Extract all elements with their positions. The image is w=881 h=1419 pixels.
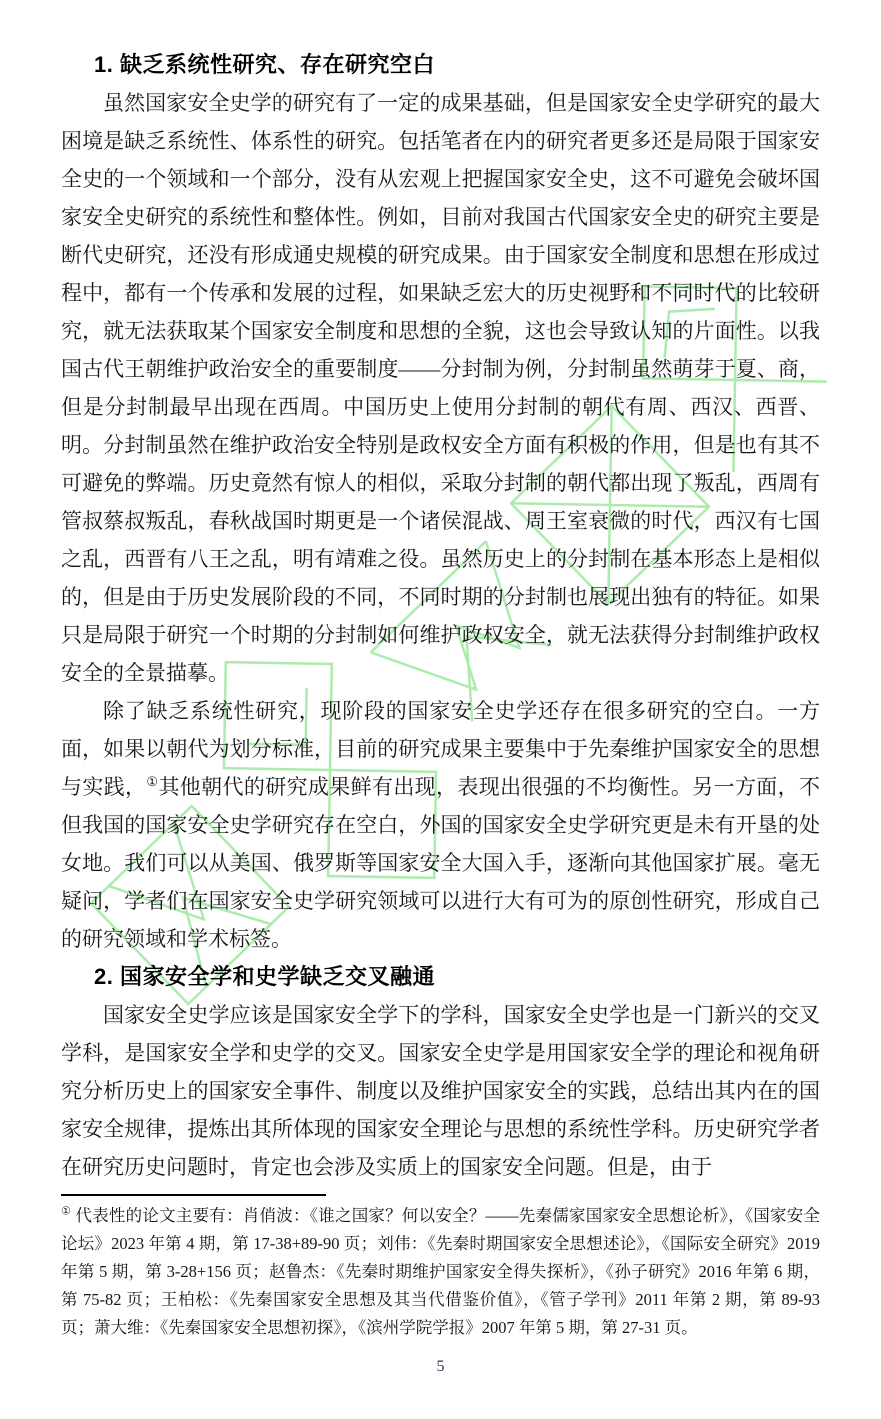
section-1-paragraph-1: 虽然国家安全史学的研究有了一定的成果基础，但是国家安全史学研究的最大困境是缺乏系统性、体系性的研究。包括笔者在内的研究者更多还是局限于国家安全史的一个领域和一个部分，没有从宏观上把握国家安全史，这不可避免会破坏国家安全史研究的系统性和整体性。例如，目前对我国古代国家安全史的研究主要是断代史研究，还没有形成通史规模的研究成果。由于国家安全制度和思想在形成过程中，都有一个传承和发展的过程，如果缺乏宏大的历史视野和不同时代的比较研究，就无法获取某个国家安全制度和思想的全貌，这也会导致认知的片面性。以我国古代王朝维护政治安全的重要制度——分封制为例，分封制虽然萌芽于夏、商，但是分封制最早出现在西周。中国历史上使用分封制的朝代有周、西汉、西晋、明。分封制虽然在维护政治安全特别是政权安全方面有积极的作用，但是也有其不可避免的弊端。历史竟然有惊人的相似，采取分封制的朝代都出现了叛乱，西周有管叔蔡叔叛乱，春秋战国时期更是一个诸侯混战、周王室衰微的时代，西汉有七国之乱，西晋有八王之乱，明有靖难之役。虽然历史上的分封制在基本形态上是相似的，但是由于历史发展阶段的不同，不同时期的分封制也展现出独有的特征。如果只是局限于研究一个时期的分封制如何维护政权安全，就无法获得分封制维护政权安全的全景描摹。 (61, 91, 820, 685)
paragraph-2-text-pre: 除了缺乏系统性研究，现阶段的国家安全史学还存在很多研究的空白。一方面，如果以朝代为划分标准，目前的研究成果主要集中于先秦维护国家安全的思想与实践， (61, 699, 820, 799)
section-2-heading: 2. 国家安全学和史学缺乏交叉融通 (94, 964, 435, 989)
footnote-ref: ① (146, 774, 159, 789)
footnote (61, 1202, 820, 1342)
section-1-heading: 1. 缺乏系统性研究、存在研究空白 (94, 52, 435, 77)
footnote-separator (61, 1194, 326, 1196)
section-1-paragraph-2 (61, 692, 820, 958)
section-2-paragraph-1: 国家安全史学应该是国家安全学下的学科，国家安全史学也是一门新兴的交叉学科，是国家安全学和史学的交叉。国家安全史学是用国家安全学的理论和视角研究分析历史上的国家安全事件、制度以及维护国家安全的实践，总结出其内在的国家安全规律，提炼出其所体现的国家安全理论与思想的系统性学科。历史研究学者在研究历史问题时，肯定也会涉及实质上的国家安全问题。但是，由于 (61, 1003, 820, 1179)
footnote-marker: ① (61, 1205, 72, 1218)
footnote-text: 代表性的论文主要有：肖俏波：《谁之国家？何以安全？——先秦儒家国家安全思想论析》，《国家安全论坛》2023 年第 4 期，第 17-38+89-90 页；刘伟：《先秦时期国家安全思想述论》，《国际安全研究》2019 年第 5 期，第 3-28+156 页；赵鲁杰：《先秦时期维护国家安全得失探析》，《孙子研究》2016 年第 6 期，第 75-82 页；王柏松：《先秦国家安全思想及其当代借鉴价值》，《管子学刊》2011 年第 2 期，第 89-93 页；萧大维：《先秦国家安全思想初探》，《滨州学院学报》2007 年第 5 期，第 27-31 页。 (61, 1206, 821, 1337)
page-number: 5 (436, 1358, 445, 1375)
paragraph-2-text-post: 其他朝代的研究成果鲜有出现，表现出很强的不均衡性。另一方面，不但我国的国家安全史学研究存在空白，外国的国家安全史学研究更是未有开垦的处女地。我们可以从美国、俄罗斯等国家安全大国入手，逐渐向其他国家扩展。毫无疑问，学者们在国家安全史学研究领域可以进行大有可为的原创性研究，形成自己的研究领域和学术标签。 (61, 775, 821, 951)
